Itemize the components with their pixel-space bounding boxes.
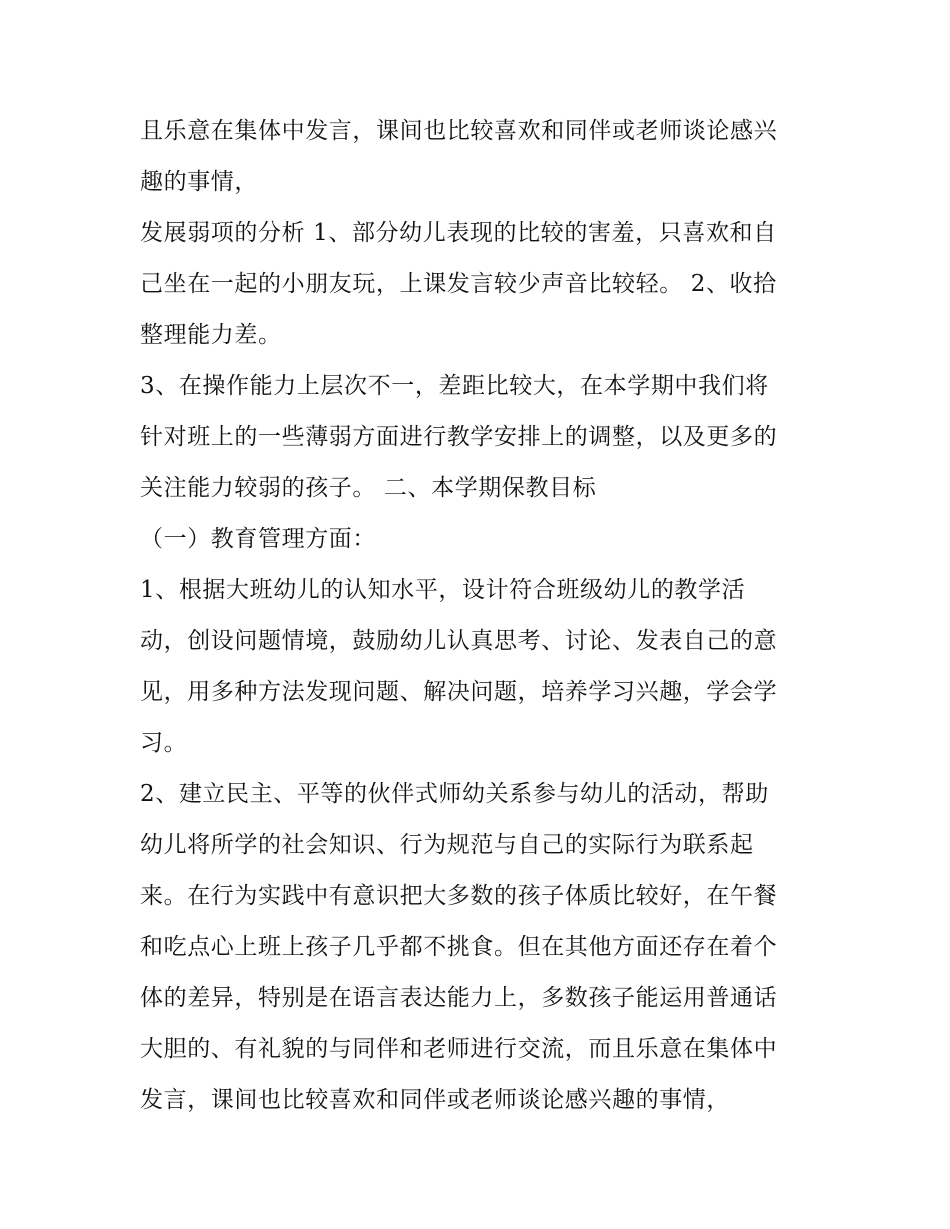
text-line: 发展弱项的分析 1、部分幼儿表现的比较的害羞，只喜欢和自 bbox=[140, 220, 777, 246]
text-line: 发言，课间也比较喜欢和同伴或老师谈论感兴趣的事情， bbox=[140, 1087, 730, 1113]
text-line: 体的差异，特别是在语言表达能力上，多数孩子能运用普通话 bbox=[140, 985, 778, 1011]
text-line: 习。 bbox=[140, 730, 188, 756]
text-line: 趣的事情， bbox=[140, 169, 258, 195]
section-heading: （一）教育管理方面： bbox=[140, 526, 376, 552]
text-line: 关注能力较弱的孩子。 二、本学期保教目标 bbox=[140, 475, 597, 501]
text-line: 幼儿将所学的社会知识、行为规范与自己的实际行为联系起 bbox=[140, 832, 754, 858]
text-line: 2、建立民主、平等的伙伴式师幼关系参与幼儿的活动，帮助 bbox=[140, 781, 769, 807]
text-line: 整理能力差。 bbox=[140, 322, 282, 348]
text-line: 己坐在一起的小朋友玩，上课发言较少声音比较轻。 2、收拾 bbox=[140, 271, 777, 297]
text-line: 3、在操作能力上层次不一，差距比较大，在本学期中我们将 bbox=[140, 373, 769, 399]
text-line: 且乐意在集体中发言，课间也比较喜欢和同伴或老师谈论感兴 bbox=[140, 118, 778, 144]
text-line: 大胆的、有礼貌的与同伴和老师进行交流，而且乐意在集体中 bbox=[140, 1036, 778, 1062]
text-line: 1、根据大班幼儿的认知水平，设计符合班级幼儿的教学活 bbox=[140, 577, 746, 603]
document-body bbox=[140, 106, 820, 1126]
text-line: 针对班上的一些薄弱方面进行教学安排上的调整，以及更多的 bbox=[140, 424, 778, 450]
text-line: 见，用多种方法发现问题、解决问题，培养学习兴趣，学会学 bbox=[140, 679, 778, 705]
text-line: 和吃点心上班上孩子几乎都不挑食。但在其他方面还存在着个 bbox=[140, 934, 778, 960]
text-line: 来。在行为实践中有意识把大多数的孩子体质比较好，在午餐 bbox=[140, 883, 778, 909]
text-line: 动，创设问题情境，鼓励幼儿认真思考、讨论、发表自己的意 bbox=[140, 628, 778, 654]
